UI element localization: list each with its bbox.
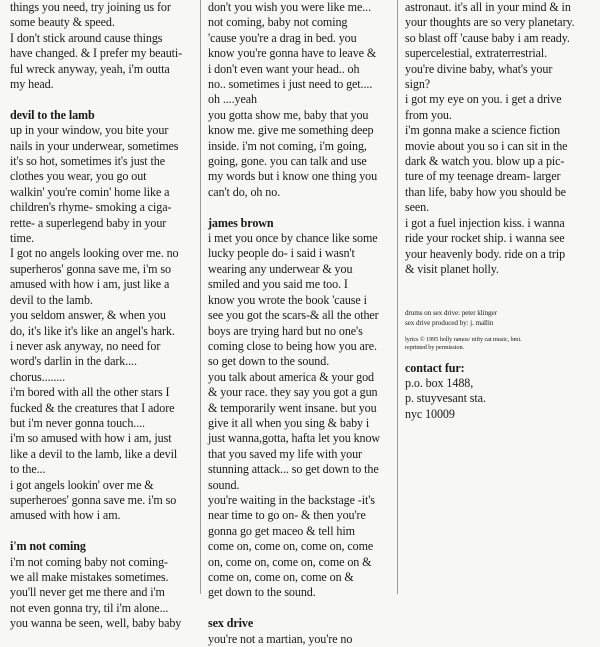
lyric-line: gonna go get maceo & tell him (208, 523, 355, 538)
lyric-line: your heavenly body. ride on a trip (405, 246, 566, 261)
lyric-line: dark & watch you. blow up a pic- (405, 154, 565, 169)
lyric-line: from you. (405, 107, 452, 122)
lyric-line: not coming, baby not coming (208, 15, 348, 30)
lyric-line: & temporarily went insane. but you (208, 400, 377, 415)
lyric-line: movie about you so i can sit in the (405, 138, 568, 153)
lyric-line: i met you once by chance like some (208, 231, 378, 246)
lyric-line: that you saved my life with your (208, 446, 362, 461)
column-2-intro (208, 0, 393, 200)
song-title-devil-to-the-lamb: devil to the lamb (10, 107, 95, 122)
lyric-line: see you got the scars-& all the other (208, 308, 379, 323)
column-divider-right (397, 0, 398, 594)
lyric-line: rette- a superlegend baby in your (10, 215, 167, 230)
lyric-line: i got a fuel injection kiss. i wanna (405, 215, 565, 230)
song-lyrics-devil-to-the-lamb (10, 123, 195, 524)
lyric-line: you'll never get me there and i'm (10, 585, 165, 600)
lyric-line: your thoughts are so very planetary. (405, 15, 575, 30)
address-line: nyc 10009 (405, 406, 455, 421)
lyric-line: up in your window, you bite your (10, 123, 169, 138)
song-lyrics-sex-drive (208, 632, 393, 647)
lyric-line: chorus........ (10, 369, 66, 384)
credits (405, 308, 595, 328)
lyric-line: things you need, try joining us for (10, 0, 171, 14)
lyric-line: you gotta show me, baby that you (208, 107, 369, 122)
copyright-line: lyrics © 1995 holly ramos/ nifty cat music, bmi. (405, 336, 522, 344)
lyric-line: know you're gonna have to leave & (208, 46, 377, 61)
lyric-line: children's rhyme- smoking a ciga- (10, 200, 172, 215)
lyric-line: i'm gonna make a science fiction (405, 123, 561, 138)
lyric-line: we all make mistakes sometimes. (10, 570, 169, 584)
lyric-line: come on, come on, come on, come (208, 539, 374, 554)
lyric-line: you wanna be seen, well, baby baby (10, 616, 182, 631)
credit-line: sex drive produced by: j. mallin (405, 319, 494, 328)
lyric-line: so get down to the sound. (208, 354, 330, 369)
song-lyrics-im-not-coming (10, 555, 195, 632)
lyric-line: near time to go on- & then you're (208, 508, 366, 523)
lyric-line: & visit planet holly. (405, 261, 499, 276)
lyric-line: you're waiting in the backstage -it's (208, 492, 375, 507)
lyric-line: you're not a martian, you're no (208, 631, 353, 646)
lyric-line: you're divine baby, what's your (405, 61, 553, 76)
lyric-line: have changed. & I prefer my beauti- (10, 46, 183, 61)
column-2 (208, 0, 393, 647)
lyric-line: give it all when you sing & baby i (208, 415, 370, 430)
lyric-line: amused with how i am, just like a (10, 277, 170, 292)
lyric-line: i'm bored with all the other stars I (10, 385, 170, 400)
lyric-line: i got my eye on you. i get a drive (405, 92, 562, 107)
lyric-line: you talk about america & your god (208, 369, 374, 384)
lyric-line: than life, baby how you should be (405, 184, 566, 199)
lyric-line: know me. give me something deep (208, 123, 374, 138)
address-line: p. stuyvesant sta. (405, 391, 486, 406)
lyric-line: walkin' you're comin' home like a (10, 184, 170, 199)
lyric-line: know you wrote the book 'cause i (208, 292, 367, 307)
lyric-line: smiled and you said me too. I (208, 277, 348, 292)
contact-title: contact fur: (405, 360, 465, 375)
lyric-line: come on, come on, come on & (208, 570, 354, 585)
lyric-line: astronaut. it's all in your mind & in (405, 0, 571, 14)
lyric-line: I don't stick around cause things (10, 30, 163, 45)
lyric-line: just wanna,gotta, hafta let you know (208, 431, 381, 446)
lyric-line: do, it's like it's like an angel's hark. (10, 323, 175, 338)
lyric-line: don't you wish you were like me... (208, 0, 372, 14)
lyric-line: sound. (208, 477, 240, 492)
lyric-line: get down to the sound. (208, 585, 316, 600)
lyric-line: my head. (10, 77, 54, 92)
lyric-line: on, come on, come on, come on & (208, 554, 372, 569)
lyric-line: inside. i'm not coming, i'm going, (208, 138, 367, 153)
lyric-line: clothes you wear, you go out (10, 169, 147, 184)
lyric-line: oh ....yeah (208, 92, 257, 107)
lyric-line: coming close to being how you are. (208, 338, 377, 353)
lyric-line: & your race. they say you got a gun (208, 385, 378, 400)
address-line: p.o. box 1488, (405, 375, 474, 390)
lyric-line: fucked & the creatures that I adore (10, 400, 175, 415)
lyric-line: wearing any underwear & you (208, 261, 353, 276)
lyric-line: sign? (405, 77, 431, 92)
column-divider-left (200, 0, 201, 594)
lyric-line: going, gone. you can talk and use (208, 154, 367, 169)
lyric-line: to the... (10, 462, 46, 477)
lyric-line: superheros' gonna save me, i'm so (10, 261, 171, 276)
lyric-line: like a devil to the lamb, like a devil (10, 446, 178, 461)
lyric-line: it's so hot, sometimes it's just the (10, 154, 165, 169)
lyric-line: devil to the lamb. (10, 292, 93, 307)
song-title-james-brown: james brown (208, 215, 274, 230)
lyric-line: boys are trying hard but no one's (208, 323, 363, 338)
contact-address (405, 376, 595, 422)
column-1-intro (10, 0, 195, 92)
lyric-line: 'cause you're a drag in bed. you (208, 30, 357, 45)
lyric-line: nails in your underwear, sometimes (10, 138, 179, 153)
lyric-line: ture of my teenage dream- larger (405, 169, 561, 184)
column-1 (10, 0, 195, 632)
lyric-line: i got angels lookin' over me & (10, 477, 154, 492)
song-title-im-not-coming: i'm not coming (10, 539, 86, 554)
lyric-line: can't do, oh no. (208, 184, 281, 199)
lyric-line: i'm not coming baby not coming- (10, 554, 168, 569)
lyric-line: my words but i know one thing you (208, 169, 378, 184)
lyric-line: so blast off 'cause baby i am ready. (405, 30, 570, 45)
lyric-line: lucky people do- i said i wasn't (208, 246, 355, 261)
copyright-notice (405, 336, 595, 352)
lyric-line: stunning attack... so get down to the (208, 462, 379, 477)
lyric-line: word's darlin in the dark.... (10, 354, 137, 369)
column-3 (405, 0, 595, 422)
column-3-lyrics (405, 0, 595, 277)
lyric-line: some beauty & speed. (10, 15, 115, 30)
lyric-line: i don't even want your head.. oh (208, 61, 360, 76)
lyric-line: not even gonna try, til i'm alone... (10, 600, 169, 615)
copyright-line: reprinted by permission. (405, 344, 464, 352)
song-title-sex-drive: sex drive (208, 616, 254, 631)
lyric-line: i never ask anyway, no need for (10, 338, 161, 353)
lyric-line: superheroes' gonna save me. i'm so (10, 492, 177, 507)
lyric-line: I got no angels looking over me. no (10, 246, 179, 261)
lyric-line: seen. (405, 200, 430, 215)
song-lyrics-james-brown (208, 231, 393, 601)
lyric-line: i'm so amused with how i am, just (10, 431, 172, 446)
lyric-line: supercelestial, extraterrestrial. (405, 46, 548, 61)
lyric-line: ride your rocket ship. i wanna see (405, 231, 565, 246)
lyric-line: you seldom answer, & when you (10, 308, 166, 323)
credit-line: drums on sex drive: peter klinger (405, 309, 497, 318)
lyric-line: no.. sometimes i just need to get.... (208, 77, 373, 92)
lyric-line: amused with how i am. (10, 508, 121, 523)
lyric-line: ful wreck anyway, yeah, i'm outta (10, 61, 170, 76)
lyric-line: time. (10, 231, 35, 246)
lyric-line: but i'm never gonna touch.... (10, 415, 145, 430)
